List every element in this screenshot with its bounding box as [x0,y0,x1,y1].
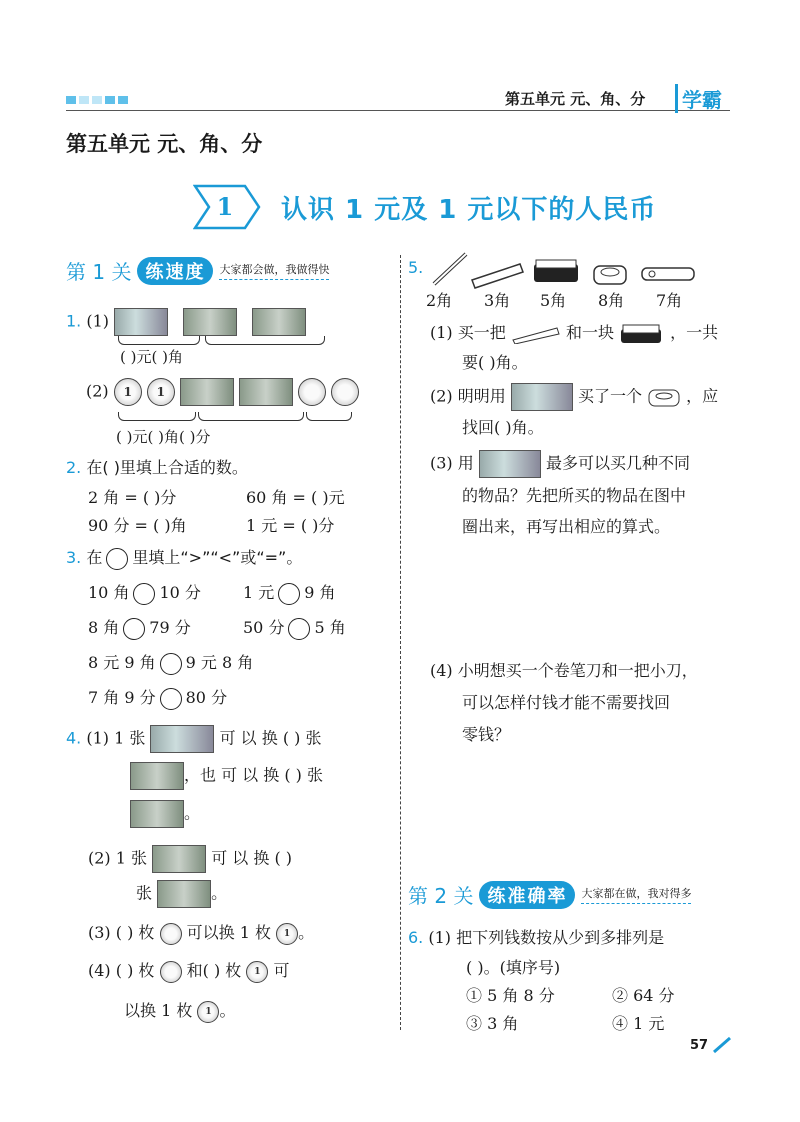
ruler-icon [511,324,561,344]
q5-price-knife: 7角 [656,291,683,310]
stage-1-pill: 练速度 [137,257,213,285]
q4-p4a: (4) ( ) 枚 [88,961,155,980]
column-divider [400,255,401,1030]
lesson-number: 1 [216,192,234,221]
q1-brace [118,412,196,421]
q2-title: 在( )里填上合适的数。 [86,458,248,477]
q6-option-2: ② 64 分 [612,986,675,1005]
compare-circle[interactable] [160,688,182,710]
one-jiao-note-icon [130,800,184,828]
header-rule [66,110,730,111]
q5-p3c: 的物品？先把所买的物品在图中 [462,486,687,505]
q4-p3c: 。 [298,923,315,942]
ruler-icon [472,264,523,288]
q1-p2-answer: ( )元( )角( )分 [116,428,211,446]
q4-p3b: 可以换 1 枚 [186,923,271,942]
q3-title-b: 里填上“>”“<”或“=”。 [132,548,303,567]
one-jiao-note-icon [252,308,306,336]
q5-p2a: (2) 明明用 [430,386,506,406]
brand-logo: 学霸 [675,84,722,113]
q4-part1-cont [130,762,323,790]
q3-title-row [66,545,302,570]
q5-price-pencil: 2角 [426,291,453,310]
one-yuan-coin-icon: 1 [197,1001,219,1023]
q5-p3b: 最多可以买几种不同 [545,453,690,473]
q4-part3 [88,920,314,945]
q3-row2b [243,615,346,640]
q4-p2b: 可 以 换 ( ) [211,848,293,868]
q3-r2a: 8 角 [88,618,120,637]
q4-p1c: ，也 可 以 换 ( ) 张 [184,765,324,785]
q4-part1 [66,725,322,753]
header-decoration [66,96,128,106]
q4-p1b: 可 以 换 ( ) 张 [219,728,322,748]
q5-p2b: 买了一个 [577,386,642,406]
five-jiao-note-icon [183,308,237,336]
q3-row4 [88,685,227,710]
q4-p1d: 。 [184,803,201,823]
q2-title-row [66,455,248,478]
q3-row1a [88,580,201,605]
q5-part1 [430,320,718,345]
q3-row1b [243,580,336,605]
q3-r4a: 7 角 9 分 [88,688,156,707]
sharpener-icon [647,386,681,408]
q1-part1 [66,308,306,336]
q6-option-4: ④ 1 元 [612,1014,665,1033]
q5-number: 5. [408,258,424,277]
q5-p2c: ，应 [686,386,719,406]
q5-p1c: ，一共 [670,323,719,342]
q4-p2c: 张 [136,883,153,903]
q5-p2d: 找回( )角。 [462,418,544,437]
q5-p3d: 圈出来，再写出相应的算式。 [462,517,671,536]
q2-r1a: 2 角 = ( )分 [88,488,177,507]
five-jiao-coin-icon [160,923,182,945]
two-jiao-note-icon [180,378,234,406]
q3-r4b: 80 分 [185,688,228,707]
stage-2-heading [408,880,691,909]
eraser-icon [619,323,665,345]
one-yuan-note-icon [479,450,541,478]
q5-part2 [430,383,718,411]
lesson-number-badge [193,182,263,232]
q2-r1b: 60 角 = ( )元 [246,488,345,507]
q1-number: 1. [66,311,82,331]
q3-r1c: 1 元 [243,583,275,602]
q5-items-strip [428,250,718,290]
q6-part1 [408,925,664,948]
stage-1-heading [66,256,329,285]
q3-number: 3. [66,548,82,567]
stage-2-note: 大家都在做，我对得多 [581,885,691,904]
one-fen-coin-icon [331,378,359,406]
q6-p1a: (1) 把下列钱数按从少到多排列是 [428,928,665,947]
sharpener-icon [594,266,626,284]
q1-brace [306,412,352,421]
five-jiao-note-icon [130,762,184,790]
q4-p4c: 可 [273,961,290,980]
one-jiao-note-icon [239,378,293,406]
q4-part2-cont [136,880,227,908]
stage-1-note: 大家都会做，我做得快 [219,261,329,280]
eraser-icon [534,260,578,282]
q6-option-1: ① 5 角 8 分 [466,986,555,1005]
q6-option-3: ③ 3 角 [466,1014,519,1033]
five-jiao-coin-icon [298,378,326,406]
q5-price-sharpener: 8角 [598,291,625,310]
one-yuan-coin-icon: 1 [246,961,268,983]
one-yuan-coin-icon: 1 [276,923,298,945]
one-jiao-note-icon [157,880,211,908]
q4-part1-end [130,800,200,828]
page-number: 57 [690,1038,709,1053]
q5-p1a: (1) 买一把 [430,323,506,342]
unit-title: 第五单元 元、角、分 [66,131,263,156]
q5-number-row [408,258,423,277]
compare-circle[interactable] [106,548,128,570]
q1-brace [198,412,304,421]
q4-p4d: 以换 1 枚 [124,1001,193,1020]
lesson-title: 认识 1 元及 1 元以下的人民币 [281,194,657,225]
q5-p1d: 要( )角。 [462,353,528,372]
q3-r1d: 9 角 [304,583,336,602]
compare-circle[interactable] [123,618,145,640]
one-yuan-note-icon [150,725,214,753]
q6-number: 6. [408,928,424,947]
q5-price-eraser: 5角 [540,291,567,310]
compare-circle[interactable] [133,583,155,605]
one-yuan-coin-icon: 1 [147,378,175,406]
one-yuan-coin-icon: 1 [114,378,142,406]
q4-p4e: 。 [219,1001,236,1020]
five-jiao-note-icon [152,845,206,873]
q5-p4c: 零钱？ [462,725,511,744]
pencil-icon [712,1036,734,1054]
q3-r1b: 10 分 [159,583,201,602]
stage-2-pill: 练准确率 [479,881,575,909]
q1-p2-label: (2) [86,381,109,401]
q5-part3 [430,450,690,478]
q4-p3a: (3) ( ) 枚 [88,923,155,942]
q5-price-ruler: 3角 [484,291,511,310]
q4-p4b: 和( ) 枚 [186,961,242,980]
q4-p2d: 。 [211,883,228,903]
pencil-icon [434,254,466,284]
one-yuan-note-icon [114,308,168,336]
header-unit-title: 第五单元 元、角、分 [505,90,646,108]
q1-p1-answer: ( )元( )角 [120,348,183,366]
q4-p2a: (2) 1 张 [88,848,148,868]
q3-row3 [88,650,253,675]
q3-r1a: 10 角 [88,583,130,602]
q1-p1-label: (1) [86,311,110,331]
q4-part4-cont [124,998,235,1023]
q5-p4b: 可以怎样付钱才能不需要找回 [462,693,671,712]
q4-part2 [88,845,292,873]
q3-r3a: 8 元 9 角 [88,653,156,672]
q5-p3a: (3) 用 [430,453,474,473]
q1-brace [205,336,325,345]
q4-p1a: (1) 1 张 [86,728,146,748]
compare-circle[interactable] [288,618,310,640]
q6-p1b: ( )。(填序号) [466,958,561,977]
compare-circle[interactable] [160,653,182,675]
q5-p1b: 和一块 [565,323,614,342]
stage-1-label: 第 1 关 [66,260,132,284]
stage-2-label: 第 2 关 [408,884,474,908]
lesson-heading [193,182,656,232]
q1-brace [118,336,200,345]
q2-r2a: 90 分 = ( )角 [88,516,187,535]
q3-row2a [88,615,191,640]
five-jiao-coin-icon [160,961,182,983]
knife-icon [642,268,694,280]
q3-r2c: 50 分 [243,618,285,637]
q2-r2b: 1 元 = ( )分 [246,516,335,535]
compare-circle[interactable] [278,583,300,605]
q1-part2 [86,378,359,406]
one-yuan-note-icon [511,383,573,411]
q4-number: 4. [66,728,82,748]
q3-r2b: 79 分 [149,618,191,637]
q3-title-a: 在 [86,548,103,567]
q2-number: 2. [66,458,82,477]
q4-part4 [88,958,289,983]
q3-r3b: 9 元 8 角 [185,653,254,672]
q5-p4a: (4) 小明想买一个卷笔刀和一把小刀， [430,661,698,680]
q3-r2d: 5 角 [314,618,346,637]
